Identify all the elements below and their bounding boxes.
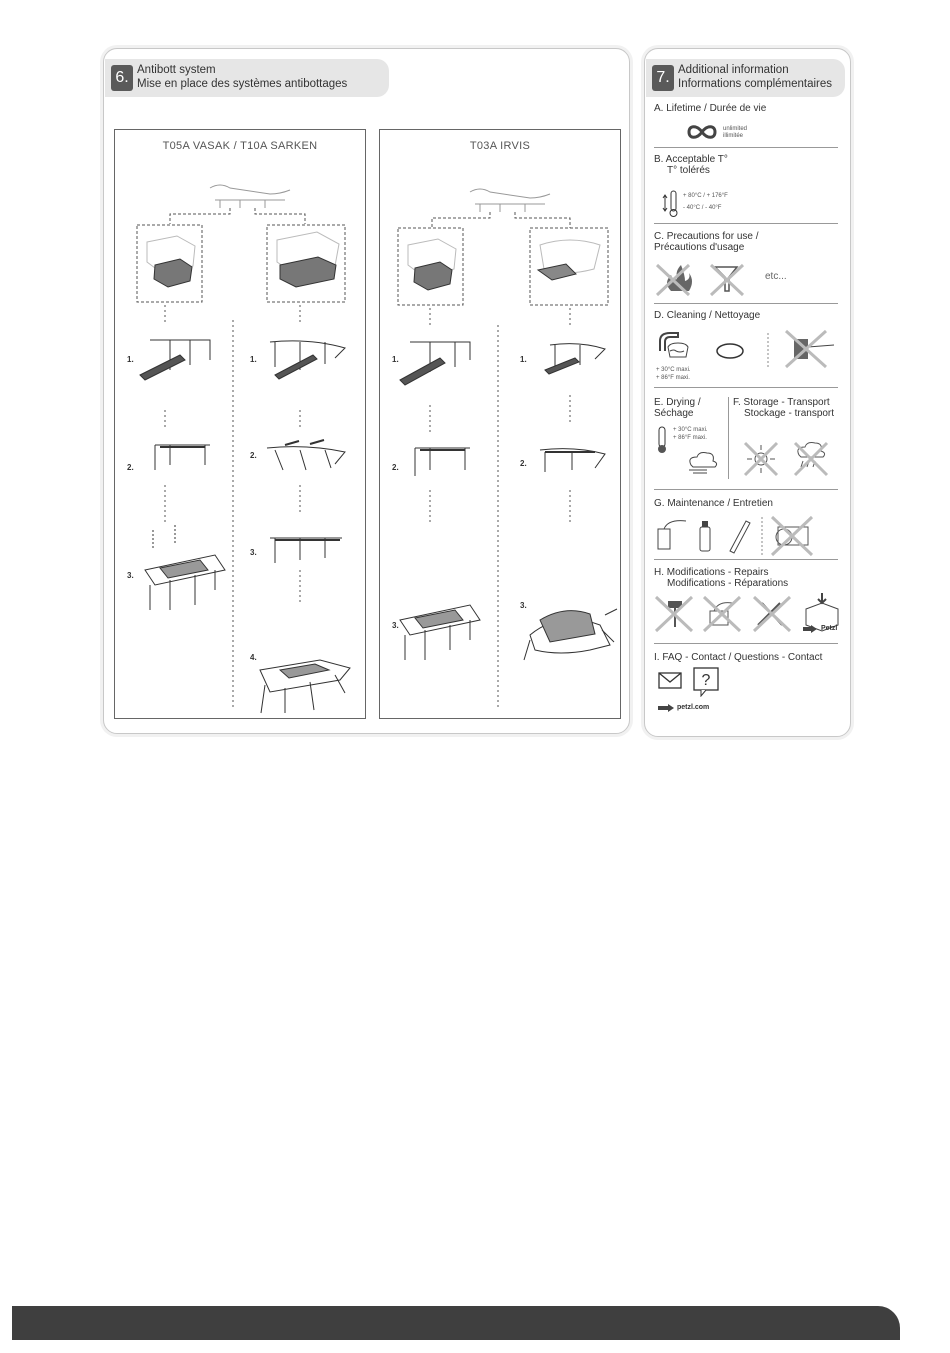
- faq-section: [654, 652, 840, 663]
- no-tools-icon: [754, 597, 790, 631]
- section-number: 7.: [652, 65, 674, 91]
- precautions-title-2: Précautions d'usage: [654, 242, 745, 253]
- drying-temp-c: + 30°C maxi.: [673, 427, 708, 433]
- step-label: 1.: [392, 355, 399, 364]
- crampon-step-icon: [415, 448, 470, 476]
- drying-title-1: E. Drying /: [654, 397, 701, 408]
- maintenance-section: [654, 498, 840, 509]
- crampon-step-icon: [270, 341, 345, 379]
- antibott-plate-icon: [538, 240, 600, 280]
- crampon-step-icon: [145, 525, 225, 610]
- storage-section: [733, 397, 845, 419]
- section-7-header: [646, 59, 845, 97]
- temperature-title-2: T° tolérés: [667, 165, 710, 176]
- storage-title-2: Stockage - transport: [744, 408, 835, 419]
- storage-icons: [743, 439, 843, 477]
- step-label: 4.: [250, 653, 257, 662]
- crampon-step-icon: [400, 342, 470, 385]
- step-label: 1.: [520, 355, 527, 364]
- precautions-icons: [655, 261, 765, 297]
- additional-info-panel: [644, 48, 851, 737]
- lifetime-section: [654, 103, 840, 114]
- crampon-step-icon: [140, 340, 210, 380]
- section-title-en: Antibott system: [137, 64, 216, 76]
- crampon-step-icon: [267, 440, 345, 470]
- model-title: T03A IRVIS: [469, 140, 531, 152]
- lifetime-value-en: unlimited: [723, 126, 748, 132]
- section-6-header: [105, 59, 389, 97]
- drying-temp-f: + 86°F maxi.: [673, 435, 707, 441]
- infinity-icon: [685, 124, 719, 140]
- temperature-section: [654, 154, 840, 176]
- file-icon: [730, 521, 750, 553]
- section-number: 6.: [111, 65, 133, 91]
- step-label: 3.: [127, 571, 134, 580]
- sponge-icon: [717, 344, 743, 358]
- spray-icon: [700, 521, 710, 551]
- cleaning-temp-f: + 86°F maxi.: [656, 375, 690, 381]
- no-sun-icon: [745, 443, 777, 475]
- section-title-fr: Informations complémentaires: [678, 78, 833, 90]
- step-label: 2.: [520, 459, 527, 468]
- faq-title: I. FAQ - Contact / Questions - Contact: [654, 652, 823, 663]
- thermometer-icon: [655, 425, 671, 455]
- crampon-step-icon: [260, 660, 350, 713]
- antibott-plate-icon: [147, 236, 195, 287]
- section-title-en: Additional information: [678, 64, 789, 76]
- step-label: 3.: [520, 601, 527, 610]
- lifetime-value-fr: illimitée: [723, 133, 744, 139]
- cleaning-title: D. Cleaning / Nettoyage: [654, 310, 761, 321]
- crampon-step-icon: [540, 449, 605, 472]
- no-rain-icon: [795, 443, 827, 476]
- model-vasak-sarken-box: [114, 129, 366, 719]
- footer-bar: [12, 1306, 900, 1340]
- no-chemicals-icon: [711, 265, 743, 295]
- vasak-sarken-diagram: [115, 130, 365, 718]
- precautions-title-1: C. Precautions for use /: [654, 231, 759, 242]
- drying-title-2: Séchage: [654, 408, 694, 419]
- no-hammer-icon: [656, 597, 692, 631]
- crampon-step-icon: [524, 609, 617, 660]
- cleaning-temp-c: + 30°C maxi.: [656, 367, 691, 373]
- temperature-title-1: B. Acceptable T°: [654, 154, 728, 165]
- mail-icon: [658, 671, 682, 691]
- svg-text:?: ?: [701, 672, 711, 689]
- model-irvis-box: [379, 129, 621, 719]
- cleaning-section: [654, 310, 840, 321]
- crampon-step-icon: [545, 344, 605, 374]
- modifications-title-1: H. Modifications - Repairs: [654, 567, 769, 578]
- oil-can-icon: [658, 521, 686, 549]
- no-fire-icon: [657, 265, 692, 295]
- question-icon: [693, 667, 719, 697]
- temperature-max: + 80°C / + 176°F: [683, 193, 728, 199]
- lifetime-title: A. Lifetime / Durée de vie: [654, 103, 767, 114]
- drying-section: [654, 397, 734, 419]
- wind-cloud-icon: [685, 451, 721, 475]
- step-label: 3.: [250, 548, 257, 557]
- arrow-right-icon: [803, 625, 817, 633]
- precautions-section: [654, 231, 840, 253]
- arrow-right-icon: [658, 704, 674, 712]
- step-label: 2.: [127, 463, 134, 472]
- storage-title-1: F. Storage - Transport: [733, 397, 830, 408]
- crampon-step-icon: [270, 538, 342, 563]
- model-title: T05A VASAK / T10A SARKEN: [162, 140, 318, 152]
- antibott-plate-icon: [408, 239, 456, 290]
- thermometer-icon: [661, 189, 681, 219]
- crampon-step-icon: [400, 605, 480, 660]
- no-pressure-washer-icon: [786, 331, 834, 367]
- crampon-overview-icon: [470, 189, 550, 212]
- step-label: 3.: [392, 621, 399, 630]
- crampon-overview-icon: [210, 185, 290, 208]
- step-label: 1.: [250, 355, 257, 364]
- no-welding-icon: [704, 597, 740, 631]
- modifications-section: [654, 567, 840, 589]
- irvis-diagram: [380, 130, 620, 718]
- maintenance-icons: [654, 515, 844, 557]
- modifications-title-2: Modifications - Réparations: [667, 578, 789, 589]
- antibott-panel: [103, 48, 630, 734]
- crampon-step-icon: [155, 445, 210, 470]
- petzl-link[interactable]: Petzl: [821, 625, 838, 632]
- petzl-com-link[interactable]: petzl.com: [677, 704, 710, 711]
- step-label: 2.: [250, 451, 257, 460]
- maintenance-title: G. Maintenance / Entretien: [654, 498, 773, 509]
- faucet-icon: [660, 333, 688, 357]
- section-title-fr: Mise en place des systèmes antibottages: [137, 78, 348, 90]
- antibott-plate-icon: [277, 232, 339, 287]
- cleaning-icons: [654, 329, 844, 369]
- step-label: 2.: [392, 463, 399, 472]
- precautions-etc: etc...: [765, 271, 787, 282]
- temperature-min: - 40°C / - 40°F: [683, 205, 722, 211]
- no-grinder-icon: [772, 517, 812, 555]
- step-label: 1.: [127, 355, 134, 364]
